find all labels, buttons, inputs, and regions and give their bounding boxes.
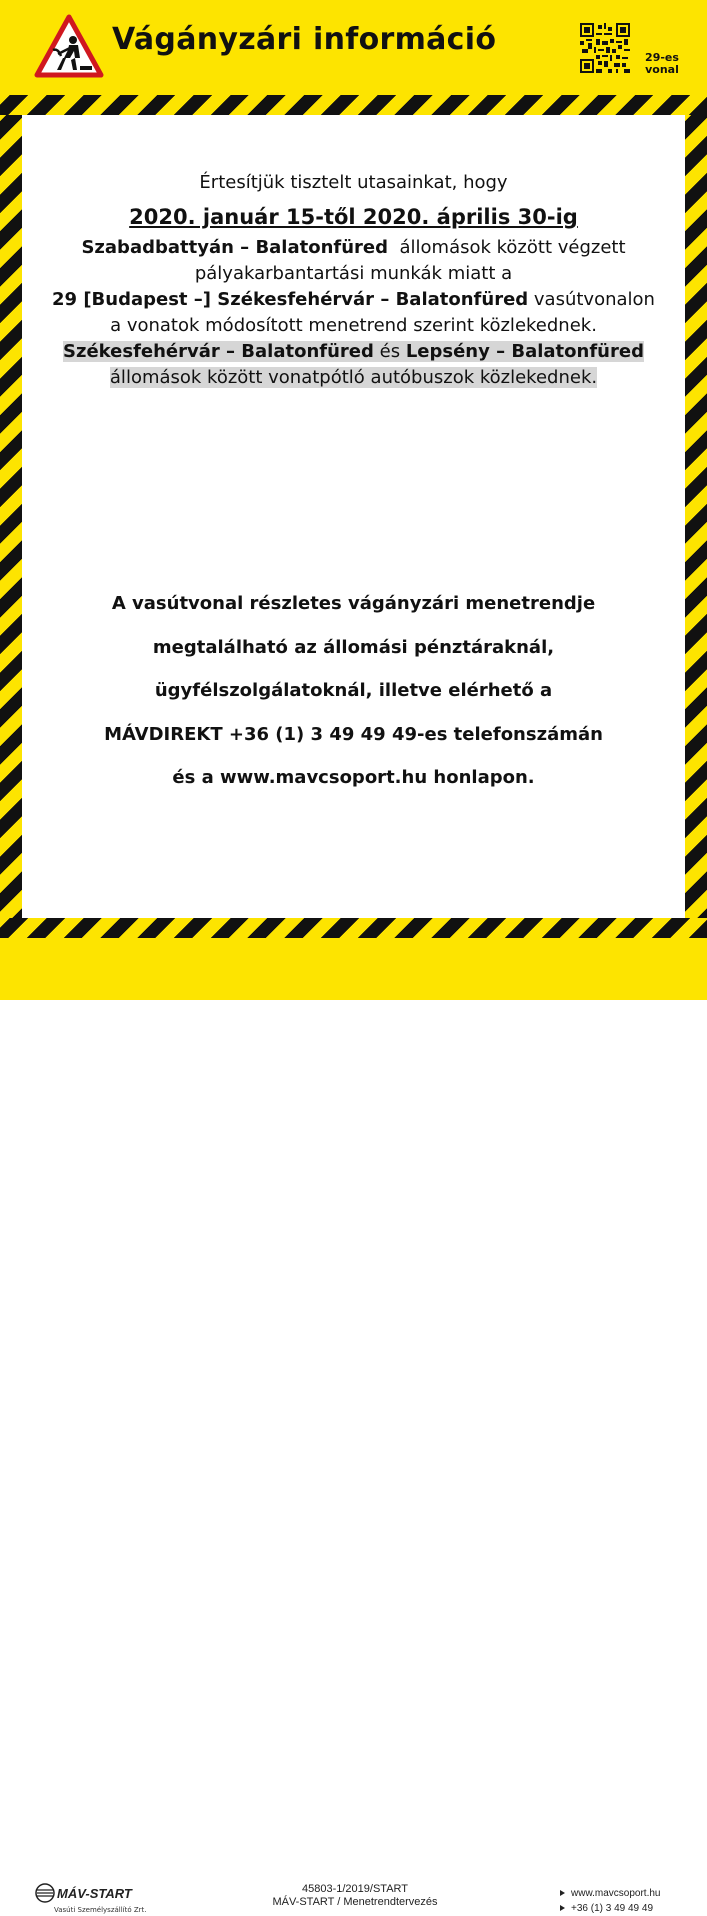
logo-text: MÁV-START [57,1886,132,1901]
notice-line-4: a vonatok módosított menetrend szerint közlekednek. [110,315,597,336]
document-reference [240,1883,470,1909]
notice-line-1: Szabadbattyán – Balatonfüred állomások között végzett [81,237,626,258]
notice-line-6: állomások között vonatpótló autóbuszok közlekednek. [109,367,598,388]
department: MÁV-START / Menetrendtervezés [272,1896,438,1908]
website-link[interactable]: www.mavcsoport.hu [560,1886,660,1901]
arrow-right-icon [560,1890,565,1896]
bus-section-b: Lepsény – Balatonfüred [405,341,644,362]
contact-info [560,1886,660,1916]
hazard-stripe-bottom [0,918,707,938]
notice-intro: Értesítjük tisztelt utasainkat, hogy [199,172,508,193]
timetable-info [22,582,685,800]
info-line: és a www.mavcsoport.hu honlapon. [172,767,535,788]
arrow-right-icon [560,1905,565,1911]
header [0,0,707,95]
hazard-stripe-top [0,95,707,115]
notice-line-3: 29 [Budapest –] Székesfehérvár – Balatonfüred vasútvonalon [52,289,655,310]
doc-number: 45803-1/2019/START [302,1883,408,1895]
warning-worker-icon [34,14,104,78]
line-number-bottom: vonal [645,63,679,76]
closure-dates: 2020. január 15-től 2020. április 30-ig [129,205,578,229]
footer [0,938,707,1914]
line-number-label [638,52,686,76]
phone-number[interactable]: +36 (1) 3 49 49 49 [560,1901,660,1916]
info-line: MÁVDIREKT +36 (1) 3 49 49 49-es telefonszámán [104,723,603,745]
hazard-stripe-right [685,0,707,1000]
bus-section-a: Székesfehérvár – Balatonfüred [63,341,374,362]
railway-line-name: 29 [Budapest –] Székesfehérvár – Balatonfüred [52,289,529,310]
page-title: Vágányzári információ [112,22,497,57]
logo-subtext: Vasúti Személyszállító Zrt. [54,1906,147,1914]
qr-code-icon [580,22,630,74]
info-line: A vasútvonal részletes vágányzári menetrendje [111,593,596,614]
info-line: ügyfélszolgálatoknál, illetve elérhető a [154,680,553,701]
notice-line-2: pályakarbantartási munkák miatt a [194,263,513,284]
notice-line-5: Székesfehérvár – Balatonfüred és Lepsény – Balatonfüred [63,341,644,362]
closure-notice [22,170,685,391]
info-line: megtalálható az állomási pénztáraknál, [152,636,555,658]
section-name: Szabadbattyán – Balatonfüred [81,237,389,258]
line-number-top: 29-es [645,51,679,64]
hazard-stripe-left [0,0,22,1000]
